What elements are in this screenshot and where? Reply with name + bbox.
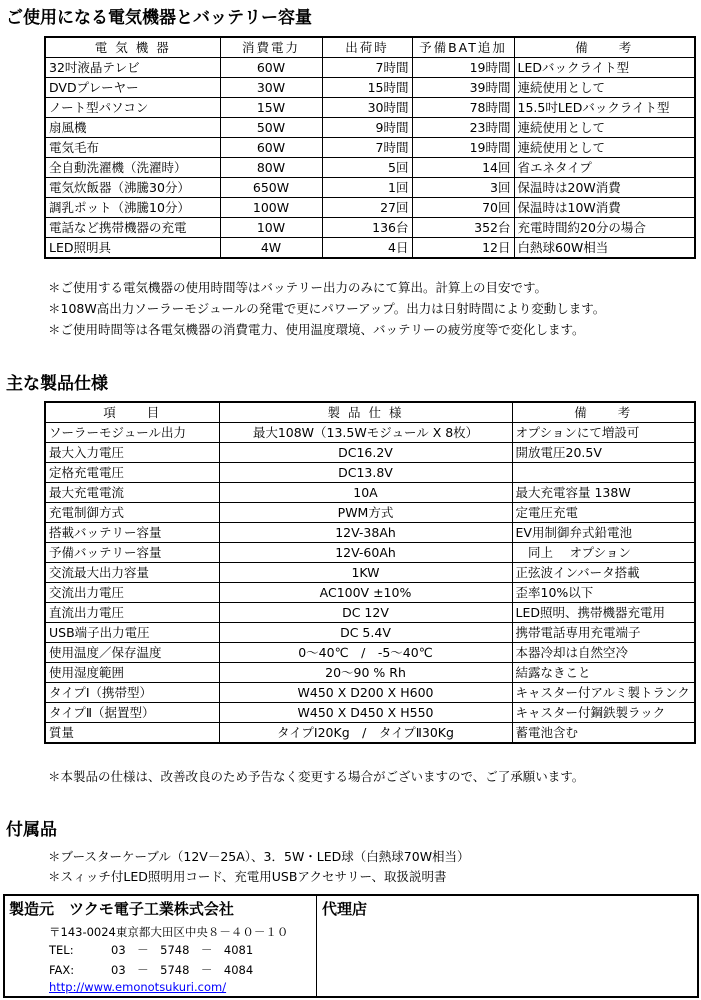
usage-row-cell: 650W (220, 178, 322, 198)
spec-row-cell: 定格充電電圧 (45, 463, 219, 483)
manufacturer-address: 〒143-0024東京都大田区中央８－４０－１０ (49, 925, 289, 939)
header-power: 消費電力 (220, 37, 322, 58)
usage-row-cell: 連続使用として (514, 118, 695, 138)
usage-row-cell: 5回 (322, 158, 412, 178)
section-title-specs: 主な製品仕様 (6, 374, 108, 394)
spec-row (45, 583, 695, 603)
tel-number: 03 － 5748 － 4081 (111, 943, 254, 957)
usage-row-cell: 調乳ポット（沸騰10分） (45, 198, 220, 218)
usage-row (45, 138, 695, 158)
tel-label: TEL: (49, 943, 74, 957)
usage-row (45, 238, 695, 259)
header-shipping: 出荷時 (322, 37, 412, 58)
usage-row-cell: 1回 (322, 178, 412, 198)
usage-row-cell: 30W (220, 78, 322, 98)
usage-row-cell: 60W (220, 58, 322, 78)
usage-row-cell: 7時間 (322, 138, 412, 158)
usage-row-cell: 10W (220, 218, 322, 238)
usage-row-cell: 保温時は10W消費 (514, 198, 695, 218)
usage-row-cell: 4W (220, 238, 322, 259)
spec-row-cell: 予備バッテリー容量 (45, 543, 219, 563)
usage-row (45, 78, 695, 98)
spec-row-cell: W450 X D450 X H550 (219, 703, 512, 723)
spec-row-cell: 携帯電話専用充電端子 (512, 623, 695, 643)
usage-row-cell: LED照明具 (45, 238, 220, 259)
usage-row-cell: 電話など携帯機器の充電 (45, 218, 220, 238)
spec-row-cell: 開放電圧20.5V (512, 443, 695, 463)
spec-row-cell: オプションにて増設可 (512, 423, 695, 443)
spec-row-cell: DC16.2V (219, 443, 512, 463)
spec-row (45, 723, 695, 744)
usage-row-cell: 78時間 (412, 98, 514, 118)
usage-row (45, 58, 695, 78)
spec-row-cell: 1KW (219, 563, 512, 583)
spec-row (45, 443, 695, 463)
spec-row-cell: ソーラーモジュール出力 (45, 423, 219, 443)
header-device: 電 気 機 器 (45, 37, 220, 58)
spec-row-cell: 12V-38Ah (219, 523, 512, 543)
spec-note: ＊本製品の仕様は、改善改良のため予告なく変更する場合がございますので、ご了承願います。 (48, 769, 585, 784)
usage-row-cell: 60W (220, 138, 322, 158)
spec-row-cell: DC13.8V (219, 463, 512, 483)
usage-row-cell: 白熱球60W相当 (514, 238, 695, 259)
spec-row (45, 663, 695, 683)
usage-row-cell: 136台 (322, 218, 412, 238)
usage-note-3: ＊ご使用時間等は各電気機器の消費電力、使用温度環境、バッテリーの疲労度等で変化します。 (48, 322, 585, 337)
usage-row-cell: 省エネタイプ (514, 158, 695, 178)
spec-row-cell: キャスター付アルミ製トランク (512, 683, 695, 703)
usage-note-1: ＊ご使用する電気機器の使用時間等はバッテリー出力のみにて算出。計算上の目安です。 (48, 280, 548, 295)
accessory-line-1: ＊ブースターケーブル（12V－25A）、3．5W・LED球（白熱球70W相当） (48, 849, 470, 864)
usage-table (44, 36, 696, 259)
website-link[interactable]: http://www.emonotsukuri.com/ (49, 980, 227, 994)
spec-row-cell: 20～90 % Rh (219, 663, 512, 683)
spec-row (45, 543, 695, 563)
header-spec-remarks: 備 考 (512, 402, 695, 423)
spec-row-cell: USB端子出力電圧 (45, 623, 219, 643)
usage-row-cell: 80W (220, 158, 322, 178)
spec-row (45, 623, 695, 643)
spec-row (45, 503, 695, 523)
spec-row-cell: 結露なきこと (512, 663, 695, 683)
spec-row-cell: 使用温度／保存温度 (45, 643, 219, 663)
fax-line (49, 962, 253, 978)
usage-row-cell: 39時間 (412, 78, 514, 98)
spec-row-cell: 最大充電電流 (45, 483, 219, 503)
usage-row-cell: 12日 (412, 238, 514, 259)
usage-row-cell: 電気炊飯器（沸騰30分） (45, 178, 220, 198)
usage-row-cell: 15.5吋LEDバックライト型 (514, 98, 695, 118)
usage-row-cell: 4日 (322, 238, 412, 259)
spec-row (45, 523, 695, 543)
usage-note-2: ＊108W高出力ソーラーモジュールの発電で更にパワーアップ。出力は日射時間により変動します。 (48, 301, 606, 316)
spec-row-cell: DC 5.4V (219, 623, 512, 643)
manufacturer-name: 製造元 ツクモ電子工業株式会社 (9, 900, 234, 918)
spec-row (45, 643, 695, 663)
usage-row-cell: 50W (220, 118, 322, 138)
spec-row (45, 683, 695, 703)
section-title-accessories: 付属品 (6, 820, 57, 840)
spec-row (45, 423, 695, 443)
usage-row-cell: 全自動洗濯機（洗濯時） (45, 158, 220, 178)
usage-row-cell: 充電時間約20分の場合 (514, 218, 695, 238)
spec-row-cell: 使用湿度範囲 (45, 663, 219, 683)
spec-row-cell: 同上 オプション (512, 543, 695, 563)
header-spare-battery: 予備BAT追加 (412, 37, 514, 58)
usage-row-cell: 352台 (412, 218, 514, 238)
usage-row-cell: 32吋液晶テレビ (45, 58, 220, 78)
spec-row-cell: 最大充電容量 138W (512, 483, 695, 503)
spec-row-cell: 蓄電池含む (512, 723, 695, 744)
section-title-usage: ご使用になる電気機器とバッテリー容量 (6, 8, 312, 28)
header-spec: 製 品 仕 様 (219, 402, 512, 423)
spec-row-cell: キャスター付鋼鉄製ラック (512, 703, 695, 723)
spec-row (45, 483, 695, 503)
agent-label: 代理店 (322, 900, 368, 918)
usage-row-cell: 14回 (412, 158, 514, 178)
usage-table-header (45, 37, 695, 58)
accessory-line-2: ＊スィッチ付LED照明用コード、充電用USBアクセサリー、取扱説明書 (48, 869, 447, 884)
usage-row (45, 118, 695, 138)
usage-row-cell: LEDバックライト型 (514, 58, 695, 78)
header-item: 項 目 (45, 402, 219, 423)
spec-row-cell: 交流出力電圧 (45, 583, 219, 603)
spec-row-cell: DC 12V (219, 603, 512, 623)
usage-row-cell: 70回 (412, 198, 514, 218)
usage-row (45, 158, 695, 178)
usage-row-cell: 30時間 (322, 98, 412, 118)
spec-row-cell: 搭載バッテリー容量 (45, 523, 219, 543)
usage-row-cell: 保温時は20W消費 (514, 178, 695, 198)
manufacturer-panel (5, 896, 317, 996)
contact-box (3, 894, 699, 998)
spec-row (45, 563, 695, 583)
spec-row-cell: 0～40℃ / -5～40℃ (219, 643, 512, 663)
tel-line (49, 942, 253, 958)
usage-row-cell: 19時間 (412, 138, 514, 158)
header-remarks: 備 考 (514, 37, 695, 58)
spec-row-cell: タイプⅠ20Kg / タイプⅡ30Kg (219, 723, 512, 744)
usage-row-cell: ノート型パソコン (45, 98, 220, 118)
spec-row-cell: W450 X D200 X H600 (219, 683, 512, 703)
spec-row (45, 603, 695, 623)
usage-row-cell: 9時間 (322, 118, 412, 138)
usage-row-cell: 電気毛布 (45, 138, 220, 158)
spec-row-cell: EV用制御弁式鉛電池 (512, 523, 695, 543)
usage-row-cell: 3回 (412, 178, 514, 198)
spec-row-cell: 本器冷却は自然空冷 (512, 643, 695, 663)
usage-row-cell: 連続使用として (514, 78, 695, 98)
spec-row-cell: LED照明、携帯機器充電用 (512, 603, 695, 623)
usage-row-cell: 連続使用として (514, 138, 695, 158)
spec-row-cell: PWM方式 (219, 503, 512, 523)
usage-row-cell: 100W (220, 198, 322, 218)
spec-row-cell: 歪率10%以下 (512, 583, 695, 603)
spec-row-cell: 12V-60Ah (219, 543, 512, 563)
fax-label: FAX: (49, 963, 75, 977)
spec-row-cell: 10A (219, 483, 512, 503)
spec-table (44, 401, 696, 744)
usage-row-cell: 27回 (322, 198, 412, 218)
spec-row-cell: タイプⅠ（携帯型） (45, 683, 219, 703)
usage-row-cell: 15時間 (322, 78, 412, 98)
fax-number: 03 － 5748 － 4084 (111, 963, 254, 977)
spec-row-cell: 交流最大出力容量 (45, 563, 219, 583)
spec-row (45, 703, 695, 723)
spec-row-cell: 質量 (45, 723, 219, 744)
usage-row-cell: 7時間 (322, 58, 412, 78)
spec-table-header (45, 402, 695, 423)
usage-row (45, 218, 695, 238)
usage-row (45, 198, 695, 218)
usage-row-cell: DVDプレーヤー (45, 78, 220, 98)
spec-row-cell: 最大入力電圧 (45, 443, 219, 463)
spec-row (45, 463, 695, 483)
spec-row-cell: 最大108W（13.5Wモジュール X 8枚） (219, 423, 512, 443)
spec-row-cell: AC100V ±10% (219, 583, 512, 603)
usage-row-cell: 15W (220, 98, 322, 118)
usage-row-cell: 扇風機 (45, 118, 220, 138)
spec-row-cell: 直流出力電圧 (45, 603, 219, 623)
spec-row-cell: 充電制御方式 (45, 503, 219, 523)
spec-row-cell: 定電圧充電 (512, 503, 695, 523)
usage-row (45, 98, 695, 118)
usage-row-cell: 23時間 (412, 118, 514, 138)
spec-row-cell: 正弦波インバータ搭載 (512, 563, 695, 583)
spec-row-cell: タイプⅡ（据置型） (45, 703, 219, 723)
spec-row-cell (512, 463, 695, 483)
usage-row (45, 178, 695, 198)
usage-row-cell: 19時間 (412, 58, 514, 78)
